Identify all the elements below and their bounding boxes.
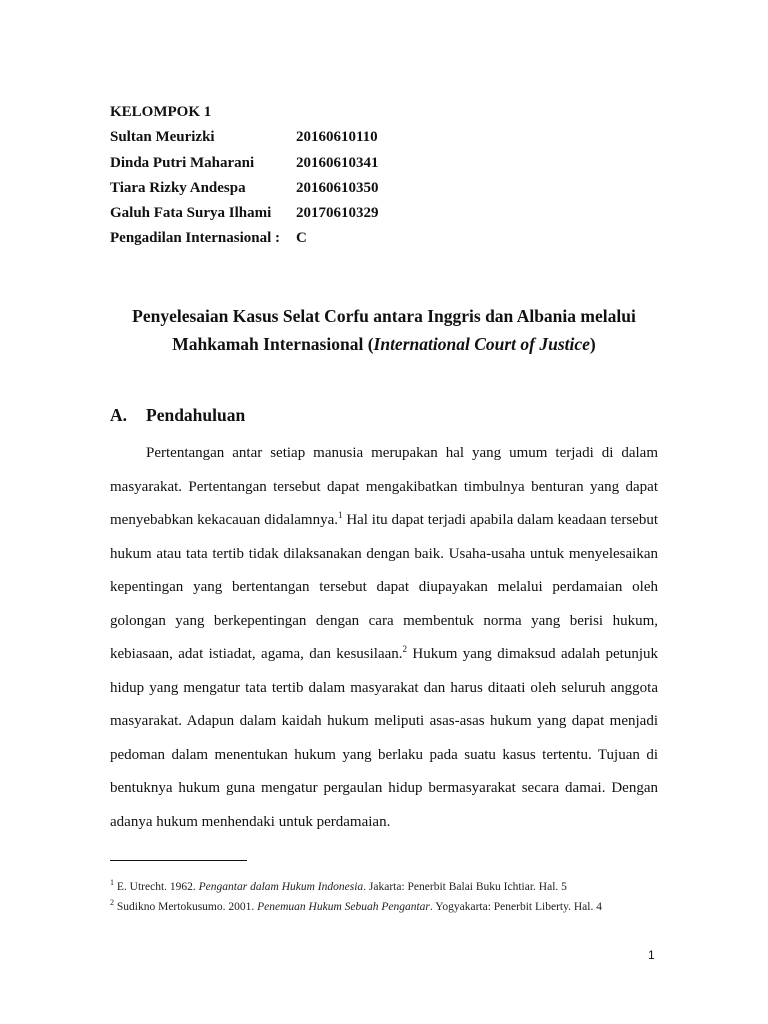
member-row [110, 125, 379, 150]
member-row [110, 151, 379, 176]
section-heading [110, 402, 245, 428]
group-info [110, 100, 379, 252]
group-label-row [110, 100, 379, 125]
member-name: Sultan Meurizki [110, 129, 215, 146]
footnote-text: . Yogyakarta: Penerbit Liberty. Hal. 4 [429, 900, 602, 913]
paragraph-part: Hal itu dapat terjadi apabila dalam keadaan tersebut hukum atau tata tertib tidak dilaksanakan dengan baik. Usaha-usaha untuk menyelesaikan kepentingan yang bertentangan tersebut dapat diupayakan melalui perdamaian oleh golongan yang berkepentingan dengan cara membentuk norma yang berisi hukum, kebiasaan, adat istiadat, agama, dan kesusilaan. [110, 512, 658, 662]
member-id: 20170610329 [296, 205, 379, 222]
footnote [110, 875, 658, 895]
title-line-2-suffix: ) [589, 334, 596, 354]
footnotes [110, 875, 658, 915]
body-text [110, 437, 658, 839]
footnote-ref[interactable]: 2 [402, 644, 408, 654]
footnote-text: . Jakarta: Penerbit Balai Buku Ichtiar. Hal. 5 [363, 880, 567, 893]
member-name: Dinda Putri Maharani [110, 154, 255, 171]
member-row [110, 201, 379, 226]
title-line-1: Penyelesaian Kasus Selat Corfu antara Inggris dan Albania melalui [132, 306, 636, 326]
footnote-text: Sudikno Mertokusumo. 2001. [114, 900, 258, 913]
footnote-number: 1 [110, 878, 114, 887]
footnote-book-title: Penemuan Hukum Sebuah Pengantar [257, 900, 430, 913]
footnote-number: 2 [110, 897, 114, 907]
footnote-ref[interactable]: 1 [337, 510, 343, 520]
section-number: A. [110, 405, 128, 425]
member-id: 20160610341 [296, 154, 379, 171]
group-label: KELOMPOK 1 [110, 104, 212, 120]
member-id: 20160610350 [296, 179, 379, 196]
section-title: Pendahuluan [146, 405, 246, 425]
member-name: Tiara Rizky Andespa [110, 179, 246, 196]
class-value: C [296, 230, 307, 247]
paragraph-part: Pertentangan antar setiap manusia merupakan hal yang umum terjadi di dalam masyarakat. Pertentangan tersebut dapat mengakibatkan timbulnya benturan yang dapat menyebabkan kekacauan didalamnya. [110, 445, 658, 528]
footnote-book-title: Pengantar dalam Hukum Indonesia [198, 880, 364, 893]
footnote-divider [110, 860, 247, 861]
title-line-2-prefix: Mahkamah Internasional ( [172, 334, 374, 354]
member-row [110, 176, 379, 201]
member-name: Galuh Fata Surya Ilhami [110, 205, 272, 222]
paragraph [110, 437, 658, 839]
class-label: Pengadilan Internasional : [110, 230, 281, 247]
footnote-text: E. Utrecht. 1962. [114, 880, 199, 893]
paragraph-part: Hukum yang dimaksud adalah petunjuk hidup yang mengatur tata tertib dalam masyarakat dan harus ditaati oleh seluruh anggota masyarakat. Adapun dalam kaidah hukum meliputi asas-asas hukum yang dapat menjadi pedoman dalam menentukan hukum yang berlaku pada suatu kasus tertentu. Tujuan di bentuknya hukum guna mengatur pergaulan hidup bermasyarakat secara damai. Dengan adanya hukum menhendaki untuk perdamaian. [110, 646, 658, 830]
class-row [110, 226, 379, 251]
title-line-2-italic: International Court of Justice [373, 334, 590, 354]
page-number: 1 [648, 948, 655, 962]
footnote [110, 895, 658, 915]
document-title [100, 302, 668, 358]
title-line-2 [100, 330, 668, 358]
member-id: 20160610110 [296, 129, 378, 146]
